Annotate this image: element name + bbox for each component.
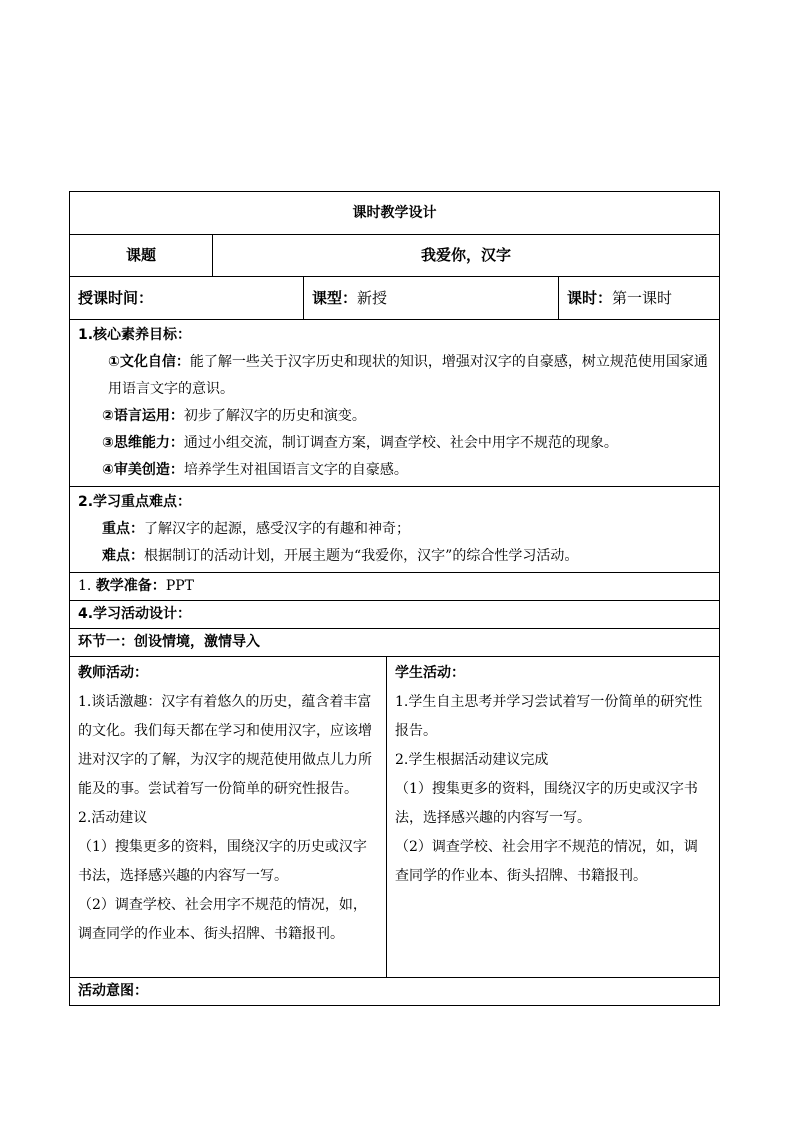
goal-text: 培养学生对祖国语言文字的自豪感。 [183, 462, 408, 478]
lesson-design-table [69, 191, 720, 1006]
difficulty-text: 根据制订的活动计划，开展主题为“我爱你，汉字”的综合性学习活动。 [144, 548, 579, 564]
goals-cell [70, 320, 720, 487]
teacher-paragraph: 2.活动建议 [78, 810, 148, 826]
student-activity-heading: 学生活动： [395, 665, 465, 681]
goal-text: 能了解一些关于汉字历史和现状的知识，增强对汉字的自豪感，树立规范使用国家通用语言文字的意识。 [108, 354, 708, 397]
prep-label: 教学准备： [95, 578, 166, 594]
student-paragraph: 2.学生根据活动建议完成 [395, 752, 549, 768]
goal-item [78, 403, 711, 430]
teaching-time-label: 授课时间： [78, 288, 154, 307]
design-heading-row [70, 601, 720, 629]
topic-row [70, 235, 720, 277]
goals-row [70, 320, 720, 487]
stage-one-heading: 环节一：创设情境，激情导入 [70, 629, 720, 657]
prep-row [70, 573, 720, 601]
activity-intent-heading: 活动意图： [70, 978, 720, 1006]
period-cell [559, 277, 720, 320]
intent-row [70, 978, 720, 1006]
activities-row [70, 657, 720, 978]
goal-label: ②语言运用： [102, 408, 184, 424]
teacher-paragraph: 1.谈话激趣：汉字有着悠久的历史，蕴含着丰富的文化。我们每天都在学习和使用汉字，应该增进对汉字的了解，为汉字的规范使用做点儿力所能及的事。尝试着写一份简单的研究性报告。 [78, 694, 372, 797]
design-heading: 4.学习活动设计： [70, 601, 720, 629]
topic-value: 我爱你，汉字 [213, 235, 720, 277]
period-value: 第一课时 [612, 288, 673, 307]
teacher-activity-heading: 教师活动： [78, 665, 148, 681]
title-row [70, 192, 720, 235]
goal-item [78, 430, 711, 457]
goal-text: 通过小组交流，制订调查方案，调查学校、社会中用字不规范的现象。 [183, 435, 618, 451]
goal-text: 初步了解汉字的历史和演变。 [183, 408, 366, 424]
goals-heading: 1.核心素养目标： [78, 327, 192, 343]
focus-label: 重点： [102, 521, 144, 537]
stage-row [70, 629, 720, 657]
student-activity-cell [387, 657, 720, 978]
difficulty-label: 难点： [102, 548, 144, 564]
document-title: 课时教学设计 [70, 192, 720, 235]
goal-label: ④审美创造： [102, 462, 184, 478]
key-points-row [70, 487, 720, 573]
student-paragraph: （1）搜集更多的资料，围绕汉字的历史或汉字书法，选择感兴趣的内容写一写。 [395, 781, 698, 826]
lesson-type-value: 新授 [357, 288, 388, 307]
prep-cell [70, 573, 720, 601]
topic-label: 课题 [70, 235, 213, 277]
teaching-time-cell [70, 277, 304, 320]
key-points-cell [70, 487, 720, 573]
key-points-heading: 2.学习重点难点： [78, 494, 192, 510]
focus-text: 了解汉字的起源，感受汉字的有趣和神奇； [144, 521, 410, 537]
info-row [70, 277, 720, 320]
goal-item [78, 349, 711, 403]
teacher-paragraph: （1）搜集更多的资料，围绕汉字的历史或汉字书法，选择感兴趣的内容写一写。 [78, 839, 367, 884]
lesson-type-label: 课型： [312, 288, 358, 307]
focus-line [78, 516, 711, 543]
student-paragraph: （2）调查学校、社会用字不规范的情况，如，调查同学的作业本、街头招牌、书籍报刊。 [395, 839, 698, 884]
teacher-paragraph: （2）调查学校、社会用字不规范的情况，如，调查同学的作业本、街头招牌、书籍报刊。 [78, 897, 367, 942]
teacher-activity-cell [70, 657, 387, 978]
lesson-type-cell [304, 277, 559, 320]
period-label: 课时： [567, 288, 613, 307]
prep-value: PPT [165, 578, 194, 594]
student-paragraph: 1.学生自主思考并学习尝试着写一份简单的研究性报告。 [395, 694, 703, 739]
goal-label: ①文化自信： [108, 354, 190, 370]
goal-label: ③思维能力： [102, 435, 184, 451]
goal-item [78, 457, 711, 484]
difficulty-line [78, 543, 711, 570]
prep-number: 1. [78, 578, 96, 594]
